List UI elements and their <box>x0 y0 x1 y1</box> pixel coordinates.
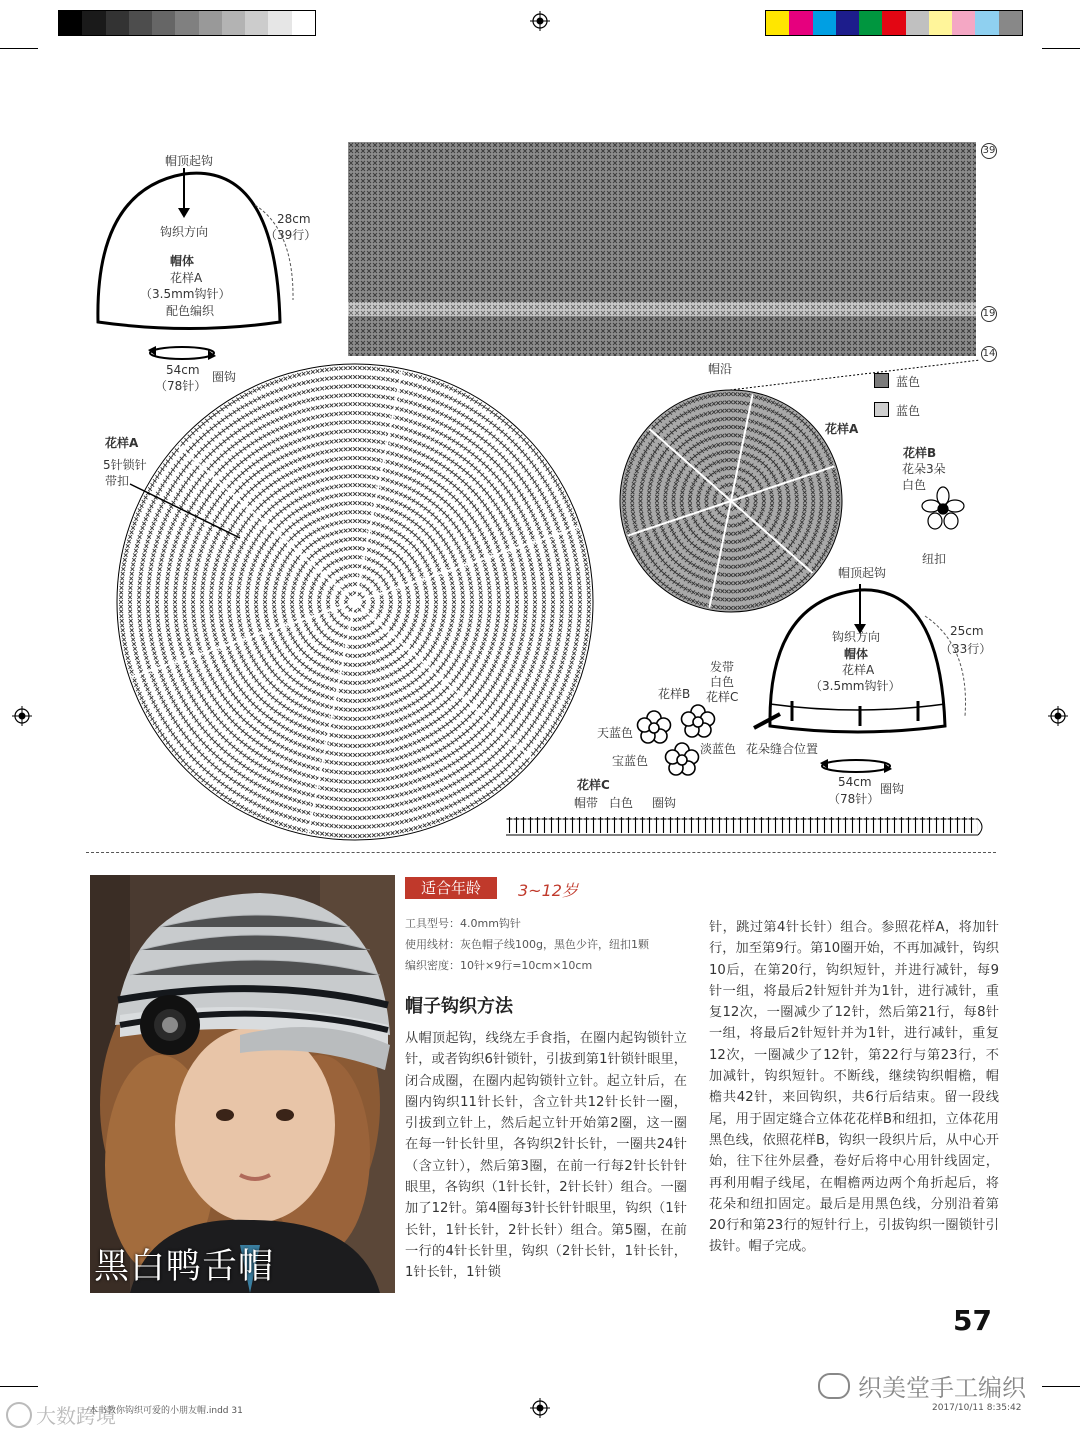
watermark <box>818 1368 1026 1403</box>
stitch-chart-grid <box>348 142 980 360</box>
color-swatch <box>789 11 812 35</box>
light-blue-label: 淡蓝色 <box>700 742 737 756</box>
hat1-body-title: 帽体 <box>170 254 195 268</box>
color-swatch <box>999 11 1022 35</box>
pattern-b-flower-icon <box>918 484 968 534</box>
color-swatch <box>175 11 198 35</box>
color-swatch <box>199 11 222 35</box>
hat1-direction-label: 钩织方向 <box>160 225 209 239</box>
hat2-direction-label: 钩织方向 <box>832 630 881 644</box>
logo-icon <box>6 1402 32 1428</box>
legend-swatch-dark <box>874 373 889 388</box>
crop-mark <box>0 48 38 49</box>
hat2-circ-suffix: 圈钩 <box>880 782 905 796</box>
gauge-spec: 编织密度：10针×9行=10cm×10cm <box>405 959 593 972</box>
sky-blue-label: 天蓝色 <box>597 726 634 740</box>
band-label-2: 白色 <box>710 675 735 689</box>
hat1-pattern-label: 花样A <box>170 271 203 285</box>
crop-mark <box>1042 48 1080 49</box>
royal-blue-label: 宝蓝色 <box>612 754 649 768</box>
hat1-start-label: 帽顶起钩 <box>165 154 214 168</box>
big-circle-note2: 带扣 <box>105 474 130 488</box>
hat-photo-illustration <box>90 875 395 1293</box>
crop-mark <box>0 1386 38 1387</box>
flower-icons <box>632 700 722 784</box>
pattern-b-note1: 花朵3朵 <box>902 462 946 476</box>
color-swatch <box>245 11 268 35</box>
legend-label-light: 蓝色 <box>896 404 921 418</box>
legend-label-dark: 蓝色 <box>896 375 921 389</box>
color-swatch <box>82 11 105 35</box>
watermark-text: 织美堂手工编织 <box>858 1374 1026 1402</box>
hat1-height-cm: 28cm <box>277 212 311 226</box>
registration-mark-right <box>1048 706 1068 726</box>
band-label-1: 发带 <box>710 660 735 674</box>
color-swatch <box>882 11 905 35</box>
age-tag-label: 适合年龄 <box>420 879 481 897</box>
big-circle-note1: 5针锁针 <box>103 458 147 472</box>
yarn-spec: 使用线材：灰色帽子线100g，黑色少许，纽扣1颗 <box>405 938 649 951</box>
hat-photo <box>90 875 395 1293</box>
tools-spec: 工具型号：4.0mm钩针 <box>405 917 521 930</box>
hat2-height-rows: （33行） <box>940 642 992 656</box>
hat1-color-note: 配色编织 <box>166 304 215 318</box>
grayscale-color-bar <box>58 10 316 36</box>
cmyk-color-bar <box>765 10 1023 36</box>
article-column-2: 针，跳过第4针长针）组合。参照花样A，将加针行，加至第9行。第10圈开始，不再加减针，钩织10后，在第20行，钩织短针，并进行减针，每9针一组，将最后2针短针并为1针，进行减针，重复12次，一圈减少了12针，然后第21行，每8针一组，将最后2针短针并为1针，进行减针，重复12次，一圈减少了12针，第22行与第23行，不加减针，钩织短针。不断线，继续钩织帽檐，帽檐共42针，来回钩织，共6行后结束。留一段线尾，用于固定缝合立体花花样B和纽扣，立体花用黑色线，依照花样B，钩织一段织片后，从中心开始，往下往外层叠，卷好后将中心用针线固定，再利用帽子线尾，在帽檐两边两个角折起后，将花朵和纽扣固定。最后是用黑色线，分别沿着第20行和第23行的短针行上，引拔钩织一圈锁针引拔针。帽子完成。 <box>709 920 999 1255</box>
pattern-b-note2: 白色 <box>902 478 927 492</box>
pattern-a-round-chart <box>115 362 595 842</box>
color-swatch <box>766 11 789 35</box>
color-swatch <box>152 11 175 35</box>
wechat-icon <box>818 1373 850 1399</box>
color-swatch <box>222 11 245 35</box>
big-circle-title: 花样A <box>105 436 139 450</box>
hat2-pattern-label: 花样A <box>842 663 875 677</box>
age-tag <box>405 877 497 899</box>
footer-file: 一本书教你钩织可爱的小朋友帽.indd 31 <box>80 1406 243 1416</box>
hat2-height-cm: 25cm <box>950 624 984 638</box>
registration-mark-left <box>12 706 32 726</box>
article-column-1: 从帽顶起钩，线绕左手食指，在圈内起钩锁针立针，或者钩织6针锁针，引拔到第1针锁针眼里，闭合成圈，在圈内起钩锁针立针。起立针后，在圈内钩织11针长针，含立针共12针长针一圈，引拔到立针上，然后起立针开始第2圈，这一圈在每一针长针里，各钩织2针长针，一圈共24针（含立针），然后第3圈，在前一行每2针长针针眼里，各钩织（1针长针，2针长针）组合。一圈加了12针。第4圈每3针长针针眼里，钩织（1针长针，1针长针，2针长针）组合。第5圈，在前一行的4针长针里，钩织（2针长针，1针长针，1针长针，1针锁 <box>405 1031 687 1281</box>
crop-mark <box>1042 1386 1080 1387</box>
hat1-circ-suffix: 圈钩 <box>212 370 237 384</box>
hat2-circ-cm: 54cm <box>838 775 872 789</box>
row-mark-14: 14 <box>981 346 997 362</box>
color-swatch <box>292 11 315 35</box>
registration-mark-top <box>530 11 550 31</box>
color-swatch <box>952 11 975 35</box>
photo-caption: 黑白鸭舌帽 <box>94 1247 275 1287</box>
color-swatch <box>106 11 129 35</box>
hat2-hook-label: （3.5mm钩针） <box>810 679 901 693</box>
pattern-c-strip <box>506 815 986 839</box>
band-label-3: 花样C <box>706 690 739 704</box>
hat2-pattern-b: 花样B <box>658 687 691 701</box>
hat1-circ-cm: 54cm <box>166 363 200 377</box>
color-swatch <box>59 11 82 35</box>
pattern-c-note1: 帽带 <box>574 796 599 810</box>
footer-left-text: 大数跨境 <box>36 1404 116 1428</box>
hat1-circ-stitches: （78针） <box>155 379 207 393</box>
article-heading: 帽子钩织方法 <box>405 996 513 1017</box>
flower-position-label: 花朵缝合位置 <box>746 742 819 756</box>
color-swatch <box>129 11 152 35</box>
brim-label: 帽沿 <box>708 362 733 376</box>
hat2-body-title: 帽体 <box>844 647 869 661</box>
footer-date: 2017/10/11 8:35:42 <box>932 1403 1022 1413</box>
pattern-c-title: 花样C <box>577 778 610 792</box>
pattern-b-button: 纽扣 <box>922 552 947 566</box>
pattern-c-note3: 圈钩 <box>652 796 677 810</box>
color-swatch <box>859 11 882 35</box>
age-value: 3~12岁 <box>518 881 578 900</box>
color-swatch <box>975 11 998 35</box>
color-swatch <box>813 11 836 35</box>
color-swatch <box>929 11 952 35</box>
row-mark-39: 39 <box>981 143 997 159</box>
page-number: 57 <box>953 1304 992 1337</box>
color-swatch <box>906 11 929 35</box>
pointer-line <box>128 482 248 542</box>
hat2-circ-stitches: （78针） <box>828 792 880 806</box>
color-swatch <box>268 11 291 35</box>
row-mark-19: 19 <box>981 306 997 322</box>
registration-mark-bottom <box>530 1398 550 1418</box>
legend-swatch-light <box>874 402 889 417</box>
pattern-c-note2: 白色 <box>609 796 634 810</box>
hat2-start-label: 帽顶起钩 <box>838 566 887 580</box>
section-divider <box>86 852 996 853</box>
hat1-height-rows: （39行） <box>265 228 317 242</box>
color-swatch <box>836 11 859 35</box>
pattern-b-title: 花样B <box>903 446 937 460</box>
hat1-hook-label: （3.5mm钩针） <box>140 287 231 301</box>
small-circle-title: 花样A <box>825 422 859 436</box>
